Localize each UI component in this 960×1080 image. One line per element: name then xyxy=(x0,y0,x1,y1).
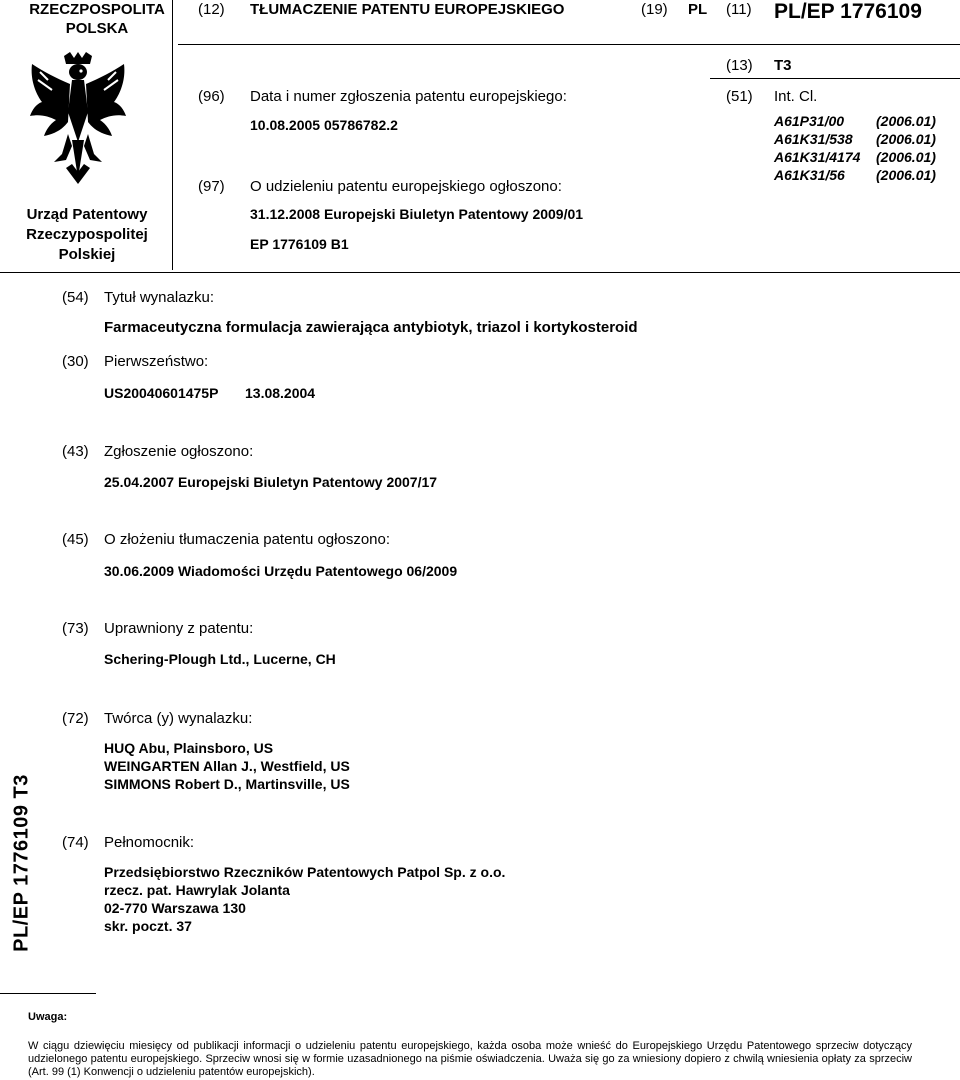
country-code: PL xyxy=(688,1,708,18)
int-cl-date-2: (2006.01) xyxy=(876,131,936,147)
int-cl-date-4: (2006.01) xyxy=(876,167,936,183)
inid-74: (74) xyxy=(62,834,89,851)
header-divider xyxy=(178,44,960,45)
title-label: Tytuł wynalazku: xyxy=(104,289,215,306)
country-name: RZECZPOSPOLITA POLSKA xyxy=(29,1,165,37)
side-patent-label-text: PL/EP 1776109 T3 xyxy=(10,773,33,952)
translation-value: 30.06.2009 Wiadomości Urzędu Patentowego 06/2009 xyxy=(104,563,458,579)
office-name-line1: Urząd Patentowy xyxy=(26,206,148,223)
application-published-label: Zgłoszenie ogłoszono: xyxy=(104,443,254,460)
inid-30: (30) xyxy=(62,353,89,370)
application-label: Data i numer zgłoszenia patentu europejskiego: xyxy=(250,88,567,105)
int-cl-symbol-4: A61K31/56 xyxy=(774,167,845,183)
application-published-value: 25.04.2007 Europejski Biuletyn Patentowy 2007/17 xyxy=(104,474,438,490)
int-cl-date-3: (2006.01) xyxy=(876,149,936,165)
inventor-3: SIMMONS Robert D., Martinsville, US xyxy=(104,776,350,792)
proprietor-value: Schering-Plough Ltd., Lucerne, CH xyxy=(104,651,336,667)
ep-number: EP 1776109 B1 xyxy=(250,236,349,252)
representative-line-1: Przedsiębiorstwo Rzeczników Patentowych Patpol Sp. z o.o. xyxy=(104,864,506,880)
kind-divider xyxy=(710,78,960,79)
representative-line-4: skr. poczt. 37 xyxy=(104,918,192,934)
representative-label: Pełnomocnik: xyxy=(104,834,195,851)
priority-number: US20040601475P xyxy=(104,385,219,401)
inid-11: (11) xyxy=(726,1,752,18)
int-cl-symbol-2: A61K31/538 xyxy=(774,131,853,147)
inid-72: (72) xyxy=(62,710,89,727)
int-cl-date-1: (2006.01) xyxy=(876,113,936,129)
inid-19: (19) xyxy=(641,1,668,18)
int-cl-symbol-3: A61K31/4174 xyxy=(774,149,861,165)
inventors-label: Twórca (y) wynalazku: xyxy=(104,710,253,727)
int-cl-label: Int. Cl. xyxy=(774,88,818,105)
inid-54: (54) xyxy=(62,289,89,306)
inid-51: (51) xyxy=(726,88,753,105)
priority-date: 13.08.2004 xyxy=(245,385,316,401)
grant-label: O udzieleniu patentu europejskiego ogłoszono: xyxy=(250,178,562,195)
proprietor-label: Uprawniony z patentu: xyxy=(104,620,254,637)
inventor-2: WEINGARTEN Allan J., Westfield, US xyxy=(104,758,350,774)
header-bottom-divider xyxy=(0,272,960,273)
application-value: 10.08.2005 05786782.2 xyxy=(250,117,398,133)
translation-label: O złożeniu tłumaczenia patentu ogłoszono: xyxy=(104,531,391,548)
inid-97: (97) xyxy=(198,178,225,195)
office-name xyxy=(12,205,162,265)
left-column-divider xyxy=(172,0,173,270)
inid-73: (73) xyxy=(62,620,89,637)
inid-43: (43) xyxy=(62,443,89,460)
polish-eagle-emblem xyxy=(26,50,130,186)
office-name-line3: Polskiej xyxy=(58,246,116,263)
priority-label: Pierwszeństwo: xyxy=(104,353,209,370)
kind-code: T3 xyxy=(774,57,792,74)
document-type: TŁUMACZENIE PATENTU EUROPEJSKIEGO xyxy=(250,1,565,18)
inid-45: (45) xyxy=(62,531,89,548)
note-text: W ciągu dziewięciu miesięcy od publikacji informacji o udzieleniu patentu europejskiego, każda osoba może wnieść do Europejskiego Urzędu Patentowego sprzeciw dotyczący udzielonego patentu europejskiego. Sprzeciw wnosi się w formie uzasadnionego na piśmie oświadczenia. Uważa się go za wniesiony dopiero z chwilą wniesienia opłaty za sprzeciw (Art. 99 (1) Konwencji o udzieleniu patentów europejskich). xyxy=(28,1040,912,1078)
invention-title: Farmaceutyczna formulacja zawierająca antybiotyk, triazol i kortykosteroid xyxy=(104,319,638,336)
grant-value: 31.12.2008 Europejski Biuletyn Patentowy 2009/01 xyxy=(250,206,584,222)
inid-13: (13) xyxy=(726,57,753,74)
representative-line-2: rzecz. pat. Hawrylak Jolanta xyxy=(104,882,290,898)
inventor-1: HUQ Abu, Plainsboro, US xyxy=(104,740,274,756)
inid-12: (12) xyxy=(198,1,225,18)
note-divider xyxy=(0,993,96,994)
note-title: Uwaga: xyxy=(28,1011,68,1023)
side-patent-label xyxy=(2,745,42,980)
int-cl-symbol-1: A61P31/00 xyxy=(774,113,845,129)
representative-line-3: 02-770 Warszawa 130 xyxy=(104,900,246,916)
patent-number: PL/EP 1776109 xyxy=(774,0,922,23)
inid-96: (96) xyxy=(198,88,225,105)
office-name-line2: Rzeczypospolitej xyxy=(26,226,148,243)
